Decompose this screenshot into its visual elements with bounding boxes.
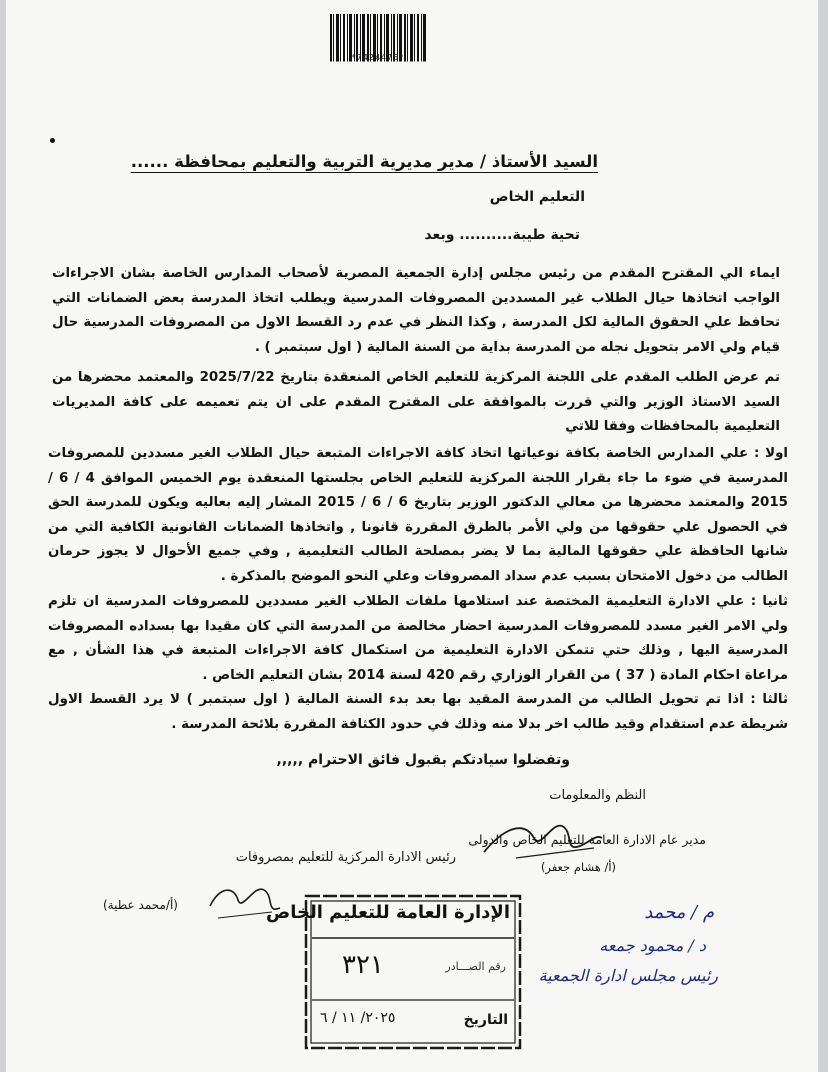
paragraph-intro: ايماء الي المقترح المقدم من رئيس مجلس إدارة الجمعية المصرية لأصحاب المدارس الخاصة بشان الاجراءات الواجب اتخاذها حيال الطلاب غير المسددين المصروفات المدرسية ويطلب اتخاذ المدرسة بعض الضمانات التي تحافظ علي الحقوق المالية لكل المدرسة , وكذا النظر في عدم رد القسط الاول من المصروفات المدرسية حال قيام ولي الامر بتحويل نجله من المدرسة بداية من السنة المالية ( اول سبتمبر ) . (52, 266, 780, 355)
closing-line: وتفضلوا سيادتكم بقبول فائق الاحترام ,,,,, (276, 752, 570, 768)
paragraph-committee: تم عرض الطلب المقدم على اللجنة المركزية للتعليم الخاص المنعقدة بتاريخ 2025/7/22 والمعتمد محضرها من السيد الاستاذ الوزير والتي قررت بالموافقة على المقترح المقدم على ان يتم تعميمه على كافة المديريات التعليمية بالمحافظات وفقا للاتي (52, 370, 780, 434)
outgoing-stamp (266, 892, 524, 1052)
stamp-number-label: رقم الصـــادر (445, 960, 506, 973)
barcode-number: *7424475* (351, 53, 405, 62)
stamp-title: الإدارة العامة للتعليم الخاص (266, 902, 510, 923)
addressee-heading: السيد الأستاذ / مدير مديرية التربية والتعليم بمحافظة ...... (130, 152, 598, 171)
rules-label: النظم والمعلومات (549, 788, 646, 803)
director-signature (476, 808, 606, 868)
handwritten-line-1: م / محمد (644, 902, 714, 923)
paragraph-first: اولا : علي المدارس الخاصة بكافة نوعياتها اتخاذ كافة الاجراءات المتبعة حيال الطلاب الغير مسددين للمصروفات المدرسية في ضوء ما جاء بقرار اللجنة المركزية للتعليم الخاص بجلستها المنعقدة يوم الخميس الموافق 4 / 6 / 2015 والمعتمد محضرها من معالي الدكتور الوزير بتاريخ 6 / 6 / 2015 المشار إليه بعاليه ويكون للمدرسة الحق في الحصول علي حقوقها من ولي الأمر بالطرق المقررة قانونا , واتخاذها الضمانات القانونية الكافية التي من شانها الحافظة علي حقوقها المالية بما لا يضر بمصلحة الطالب التعليمية , وفي جميع الأحوال لا يجوز حرمان الطالب من دخول الامتحان بسبب عدم سداد المصروفات وعلي النحو الموضح بالمذكرة . (48, 446, 789, 584)
director-name: (أ/ هشام جعفر) (540, 860, 616, 874)
department-label: التعليم الخاص (489, 189, 585, 205)
stamp-number: ٣٢١ (342, 950, 384, 980)
director-title: مدير عام الادارة العامة للتعليم الخاص والدولى (468, 832, 706, 847)
stamp-date: ٢٠٢٥/ ١١ / ٦ (320, 1010, 396, 1026)
handwritten-line-2: د / محمود جمعه (599, 936, 706, 955)
document-page (6, 0, 818, 1072)
stamp-date-label: التاريخ (463, 1012, 508, 1028)
handwritten-line-3: رئيس مجلس ادارة الجمعية (538, 966, 718, 985)
paragraph-third: ثالثا : اذا تم تحويل الطالب من المدرسة المقيد بها بعد بدء السنة المالية ( اول سبتمبر ) لا يرد القسط الاول شريطة عدم استقدام وقيد طالب اخر بدلا منه وذلك في حدود الكثافة المقررة بلائحة المدرسة . (48, 692, 788, 732)
greeting: تحية طيبة.......... وبعد (424, 227, 580, 243)
head-title: رئيس الادارة المركزية للتعليم بمصروفات (235, 850, 456, 865)
head-name: (أ/محمد عطية) (102, 898, 178, 912)
scan-mark (50, 138, 55, 143)
paragraph-second: ثانيا : علي الادارة التعليمية المختصة عند استلامها ملفات الطلاب الغير مسددين للمصروفات المدرسية ان تلزم ولي الامر الغير مسدد للمصروفات المدرسية احضار مخالصة من المدرسة التي كان مقيدا بها بسداده المصروفات المدرسية اليها , وذلك حتي تتمكن الادارة التعليمية من استكمال كافة الاجراءات المتبعة في هذا الشأن , مع مراعاة احكام المادة ( 37 ) من القرار الوزاري رقم 420 لسنة 2014 بشان التعليم الخاص . (48, 594, 788, 683)
